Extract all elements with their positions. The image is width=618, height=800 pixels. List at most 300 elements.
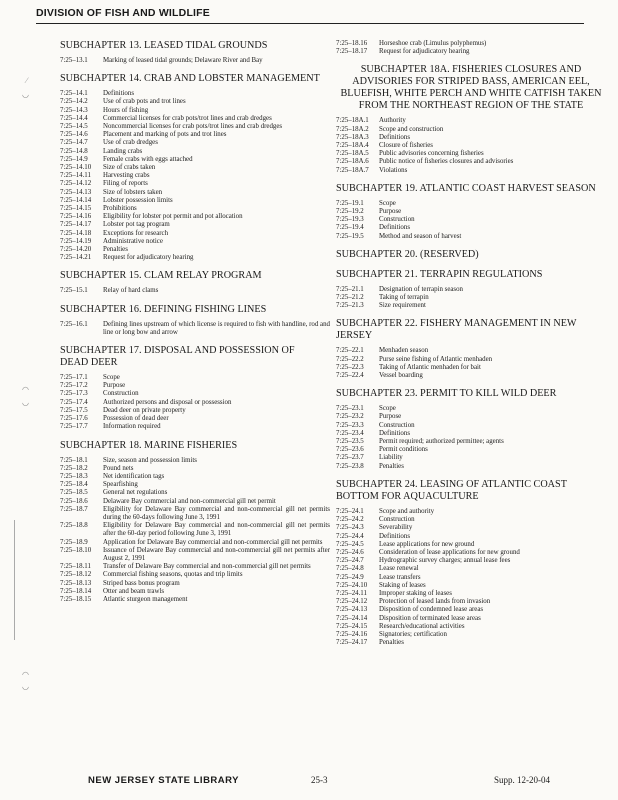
section-number: 7:25–18.3	[60, 472, 88, 480]
section-title: Closure of fisheries	[379, 142, 433, 150]
section-title: Female crabs with eggs attached	[103, 155, 193, 163]
toc-entry	[336, 565, 606, 573]
toc-entry	[336, 167, 606, 175]
toc-entry	[336, 208, 606, 216]
toc-entry	[336, 200, 606, 208]
toc-entry	[60, 321, 330, 337]
section-title: Spearfishing	[103, 481, 138, 489]
section-title: Authorized persons and disposal or possession	[103, 398, 232, 406]
section-title: Designation of terrapin season	[379, 285, 464, 293]
running-header: DIVISION OF FISH AND WILDLIFE	[36, 7, 210, 19]
toc-entry	[336, 142, 606, 150]
toc-entry	[60, 246, 330, 254]
section-number: 7:25–21.3	[336, 302, 364, 310]
toc-entry	[336, 117, 606, 125]
section-number: 7:25–19.4	[336, 224, 364, 232]
toc-entry	[336, 430, 606, 438]
toc-entry	[336, 233, 606, 241]
toc-entry	[60, 481, 330, 489]
section-title: Application for Delaware Bay commercial and non-commercial gill net permits	[103, 538, 323, 546]
toc-entry	[336, 623, 606, 631]
subchapter-heading: SUBCHAPTER 17. DISPOSAL AND POSSESSION OF DEAD DEER	[60, 345, 295, 369]
subchapter-heading: SUBCHAPTER 20. (RESERVED)	[336, 248, 479, 260]
toc-entry	[336, 216, 606, 224]
section-title: Size requirement	[379, 302, 426, 310]
section-number: 7:25–17.5	[60, 406, 88, 414]
section-title: Severability	[379, 524, 413, 532]
section-number: 7:25–14.19	[60, 237, 92, 245]
toc-entry	[336, 48, 606, 56]
section-number: 7:25–23.2	[336, 413, 364, 421]
section-number: 7:25–14.20	[60, 246, 92, 254]
toc-entry	[336, 524, 606, 532]
section-title: Penalties	[379, 462, 404, 470]
toc-entry	[60, 115, 330, 123]
section-title: Size of lobsters taken	[103, 188, 163, 196]
section-number: 7:25–17.4	[60, 398, 88, 406]
section-number: 7:25–18.12	[60, 571, 92, 579]
toc-entry	[60, 571, 330, 579]
section-title: Signatories; certification	[379, 630, 447, 638]
section-title: Pound nets	[103, 464, 134, 472]
toc-entry	[336, 598, 606, 606]
section-title: Construction	[379, 516, 415, 524]
section-title: Definitions	[379, 532, 411, 540]
section-title: Size, season and possession limits	[103, 456, 197, 464]
section-title: Penalties	[379, 639, 404, 647]
section-title: Authority	[379, 117, 406, 125]
section-title: Relay of hard clams	[103, 287, 159, 295]
toc-entry	[60, 547, 330, 563]
subchapter-heading: SUBCHAPTER 21. TERRAPIN REGULATIONS	[336, 268, 543, 280]
section-number: 7:25–18.11	[60, 563, 91, 571]
section-title: Purpose	[379, 208, 402, 216]
section-title: Transfer of Delaware Bay commercial and non-commercial gill net permits	[103, 563, 311, 571]
scan-margin-line	[14, 520, 15, 640]
section-title: Lobster pot tag program	[103, 221, 170, 229]
toc-entry	[336, 574, 606, 582]
header-rule	[36, 23, 584, 24]
section-title: Lease renewal	[379, 565, 419, 573]
toc-entry	[60, 407, 330, 415]
toc-entry	[60, 498, 330, 506]
section-number: 7:25–21.2	[336, 294, 364, 302]
toc-entry	[60, 254, 330, 262]
section-title: Violations	[379, 166, 408, 174]
section-number: 7:25–19.5	[336, 232, 364, 240]
section-title: Hydrographic survey charges; annual lease fees	[379, 557, 511, 565]
punch-hole-mark: ◡	[22, 398, 29, 407]
toc-entry	[60, 172, 330, 180]
toc-entry	[60, 506, 330, 522]
section-title: Possession of dead deer	[103, 415, 169, 423]
supplement-date: Supp. 12-20-04	[494, 775, 550, 785]
section-title: Information required	[103, 423, 161, 431]
toc-entry	[336, 541, 606, 549]
subchapter-heading: SUBCHAPTER 18A. FISHERIES CLOSURES AND ADVISORIES FOR STRIPED BASS, AMERICAN EEL, BLUEFISH, WHITE PERCH AND WHITE CATFISH TAKEN FROM THE NORTHEAST REGION OF THE STATE	[340, 64, 602, 112]
section-title: Landing crabs	[103, 147, 143, 155]
section-number: 7:25–23.8	[336, 462, 364, 470]
section-number: 7:25–24.15	[336, 622, 368, 630]
toc-entry	[336, 516, 606, 524]
toc-entry	[336, 549, 606, 557]
section-number: 7:25–18.1	[60, 456, 88, 464]
toc-entry	[60, 596, 330, 604]
toc-entry	[336, 454, 606, 462]
section-title: Disposition of condemned lease areas	[379, 606, 484, 614]
section-number: 7:25–18.2	[60, 464, 88, 472]
section-number: 7:25–18.6	[60, 497, 88, 505]
section-number: 7:25–18.10	[60, 546, 92, 554]
subchapter-heading: SUBCHAPTER 19. ATLANTIC COAST HARVEST SEASON	[336, 182, 596, 194]
section-number: 7:25–22.2	[336, 355, 364, 363]
toc-entry	[60, 148, 330, 156]
section-title: Definitions	[379, 429, 411, 437]
section-title: Taking of terrapin	[379, 294, 429, 302]
section-title: Delaware Bay commercial and non-commercial gill net permit	[103, 497, 276, 505]
section-number: 7:25–14.1	[60, 90, 88, 98]
section-number: 7:25–14.6	[60, 131, 88, 139]
section-title: Filing of reports	[103, 180, 148, 188]
section-number: 7:25–14.3	[60, 106, 88, 114]
toc-entry	[60, 197, 330, 205]
section-number: 7:25–24.13	[336, 606, 368, 614]
section-number: 7:25–22.1	[336, 347, 364, 355]
toc-entry	[336, 422, 606, 430]
toc-entry	[336, 606, 606, 614]
library-stamp: NEW JERSEY STATE LIBRARY	[88, 775, 239, 786]
toc-entry	[60, 107, 330, 115]
section-number: 7:25–23.6	[336, 446, 364, 454]
section-number: 7:25–15.1	[60, 287, 88, 295]
section-number: 7:25–23.4	[336, 429, 364, 437]
section-number: 7:25–17.6	[60, 415, 88, 423]
section-title: Improper staking of leases	[379, 589, 452, 597]
section-number: 7:25–24.2	[336, 516, 364, 524]
subchapter-heading: SUBCHAPTER 24. LEASING OF ATLANTIC COAST BOTTOM FOR AQUACULTURE	[336, 478, 567, 502]
toc-entry	[60, 205, 330, 213]
section-title: Scope	[379, 405, 396, 413]
section-number: 7:25–24.7	[336, 557, 364, 565]
section-number: 7:25–18.16	[336, 40, 368, 47]
section-title: Staking of leases	[379, 581, 426, 589]
section-number: 7:25–19.2	[336, 208, 364, 216]
section-title: Definitions	[379, 224, 411, 232]
section-title: Construction	[379, 421, 415, 429]
toc-entry	[60, 287, 330, 295]
punch-hole-mark: ◡	[22, 682, 29, 691]
section-title: Protection of leased lands from invasion	[379, 598, 491, 606]
toc-entry	[60, 457, 330, 465]
section-number: 7:25–16.1	[60, 320, 88, 328]
toc-entry	[336, 446, 606, 454]
section-title: Request for adjudicatory hearing	[103, 254, 194, 262]
section-number: 7:25–17.3	[60, 390, 88, 398]
section-title: Eligibility for Delaware Bay commercial and non-commercial gill net permits during the 60-days following June 3, 1991	[103, 505, 330, 521]
section-title: Administrative notice	[103, 237, 163, 245]
toc-entry	[60, 57, 330, 65]
section-title: Defining lines upstream of which license is required to fish with handline, rod and line or long bow and arrow	[103, 320, 330, 336]
toc-entry	[60, 563, 330, 571]
section-title: Liability	[379, 454, 403, 462]
toc-entry	[60, 465, 330, 473]
section-title: Lobster possession limits	[103, 196, 173, 204]
toc-entry	[60, 98, 330, 106]
section-number: 7:25–18.13	[60, 579, 92, 587]
toc-entry	[336, 134, 606, 142]
toc-entry	[336, 631, 606, 639]
toc-entry	[60, 382, 330, 390]
section-number: 7:25–14.4	[60, 114, 88, 122]
section-number: 7:25–24.10	[336, 581, 368, 589]
section-title: Purse seine fishing of Atlantic menhaden	[379, 355, 493, 363]
section-number: 7:25–14.16	[60, 213, 92, 221]
section-number: 7:25–19.3	[336, 216, 364, 224]
section-title: Permit conditions	[379, 446, 428, 454]
section-number: 7:25–24.5	[336, 540, 364, 548]
section-title: Scope	[103, 374, 120, 382]
toc-entry	[60, 139, 330, 147]
toc-entry	[60, 221, 330, 229]
section-number: 7:25–24.9	[336, 573, 364, 581]
section-number: 7:25–14.10	[60, 164, 92, 172]
section-title: Dead deer on private property	[103, 406, 186, 414]
section-number: 7:25–14.21	[60, 254, 92, 262]
section-number: 7:25–24.12	[336, 598, 368, 606]
section-title: Marking of leased tidal grounds; Delaware River and Bay	[103, 57, 263, 64]
section-number: 7:25–24.6	[336, 548, 364, 556]
toc-entry	[336, 294, 606, 302]
toc-entry	[336, 356, 606, 364]
section-number: 7:25–14.12	[60, 180, 92, 188]
section-title: Eligibility for Delaware Bay commercial and non-commercial gill net permits after the 60-day period following June 3, 1991	[103, 522, 330, 538]
toc-entry	[60, 131, 330, 139]
toc-entry	[60, 588, 330, 596]
section-title: Commercial fishing seasons, quotas and trip limits	[103, 571, 243, 579]
section-number: 7:25–14.15	[60, 205, 92, 213]
section-number: 7:25–24.3	[336, 524, 364, 532]
section-title: Purpose	[103, 382, 126, 390]
right-column	[336, 28, 606, 647]
section-title: Definitions	[103, 90, 135, 98]
toc-entry	[336, 639, 606, 647]
section-number: 7:25–18A.6	[336, 158, 369, 166]
section-number: 7:25–22.4	[336, 372, 364, 380]
toc-entry	[336, 286, 606, 294]
toc-entry	[60, 90, 330, 98]
section-number: 7:25–14.18	[60, 229, 92, 237]
section-title: Prohibitions	[103, 205, 137, 213]
section-title: Otter and beam trawls	[103, 587, 165, 595]
section-number: 7:25–14.13	[60, 188, 92, 196]
toc-entry	[336, 40, 606, 48]
subchapter-heading: SUBCHAPTER 16. DEFINING FISHING LINES	[60, 303, 267, 315]
section-title: Public notice of fisheries closures and advisories	[379, 158, 514, 166]
toc-entry	[336, 224, 606, 232]
toc-entry	[336, 372, 606, 380]
toc-entry	[336, 158, 606, 166]
section-title: Eligibility for lobster pot permit and pot allocation	[103, 213, 243, 221]
section-number: 7:25–24.11	[336, 589, 367, 597]
toc-entry	[60, 213, 330, 221]
section-number: 7:25–14.5	[60, 123, 88, 131]
toc-entry	[60, 580, 330, 588]
section-number: 7:25–24.1	[336, 507, 364, 515]
toc-entry	[60, 156, 330, 164]
section-number: 7:25–18.9	[60, 538, 88, 546]
section-title: Atlantic sturgeon management	[103, 595, 188, 603]
section-title: Striped bass bonus program	[103, 579, 180, 587]
toc-entry	[336, 582, 606, 590]
toc-entry	[336, 302, 606, 310]
toc-entry	[60, 522, 330, 538]
section-number: 7:25–18.7	[60, 505, 88, 513]
section-number: 7:25–18.14	[60, 587, 92, 595]
section-title: Issuance of Delaware Bay commercial and non-commercial gill net permits after August 2, 1991	[103, 546, 330, 562]
section-number: 7:25–18.5	[60, 489, 88, 497]
subchapter-heading: SUBCHAPTER 22. FISHERY MANAGEMENT IN NEW JERSEY	[336, 318, 577, 342]
section-title: Vessel boarding	[379, 372, 423, 380]
section-title: Menhaden season	[379, 347, 429, 355]
section-title: Placement and marking of pots and trot lines	[103, 131, 227, 139]
section-number: 7:25–18.8	[60, 522, 88, 530]
toc-entry	[336, 405, 606, 413]
punch-hole-mark: ⁄	[26, 76, 28, 85]
subchapter-heading: SUBCHAPTER 18. MARINE FISHERIES	[60, 439, 238, 451]
toc-entry	[60, 539, 330, 547]
section-title: Permit required; authorized permittee; agents	[379, 438, 504, 446]
section-title: Construction	[103, 390, 139, 398]
section-title: Method and season of harvest	[379, 232, 462, 240]
section-number: 7:25–18A.7	[336, 166, 369, 174]
section-number: 7:25–14.9	[60, 155, 88, 163]
toc-entry	[336, 557, 606, 565]
toc-entry	[60, 238, 330, 246]
section-number: 7:25–24.17	[336, 639, 368, 647]
section-title: Harvesting crabs	[103, 172, 150, 180]
section-number: 7:25–18.4	[60, 481, 88, 489]
section-title: Lease transfers	[379, 573, 421, 581]
section-title: Taking of Atlantic menhaden for bait	[379, 363, 481, 371]
section-number: 7:25–24.14	[336, 614, 368, 622]
section-title: Scope and construction	[379, 125, 444, 133]
punch-hole-mark: ◠	[22, 385, 29, 394]
section-number: 7:25–18A.2	[336, 125, 369, 133]
section-number: 7:25–18.17	[336, 48, 368, 56]
section-number: 7:25–14.17	[60, 221, 92, 229]
section-number: 7:25–24.8	[336, 565, 364, 573]
punch-hole-mark: ◠	[22, 670, 29, 679]
punch-hole-mark: ◡	[22, 90, 29, 99]
toc-entry	[336, 413, 606, 421]
section-number: 7:25–24.4	[336, 532, 364, 540]
toc-entry	[336, 364, 606, 372]
section-number: 7:25–18A.3	[336, 133, 369, 141]
section-number: 7:25–17.7	[60, 423, 88, 431]
subchapter-heading: SUBCHAPTER 13. LEASED TIDAL GROUNDS	[60, 40, 268, 51]
toc-entry	[336, 150, 606, 158]
section-title: Horseshoe crab (Limulus polyphemus)	[379, 40, 487, 47]
section-number: 7:25–18A.5	[336, 150, 369, 158]
section-title: Construction	[379, 216, 415, 224]
continued-entries	[336, 40, 606, 56]
toc-entry	[336, 126, 606, 134]
section-title: Request for adjudicatory hearing	[379, 48, 470, 56]
section-title: Size of crabs taken	[103, 164, 156, 172]
toc-entry	[60, 489, 330, 497]
section-title: Hours of fishing	[103, 106, 149, 114]
section-title: Noncommercial licenses for crab pots/trot lines and crab dredges	[103, 123, 283, 131]
toc-entry	[60, 390, 330, 398]
toc-entry	[336, 508, 606, 516]
toc-entry	[60, 473, 330, 481]
section-number: 7:25–19.1	[336, 199, 364, 207]
section-number: 7:25–13.1	[60, 57, 88, 64]
toc-entry	[60, 230, 330, 238]
section-title: Exceptions for research	[103, 229, 169, 237]
toc-entry	[60, 399, 330, 407]
section-title: Consideration of lease applications for new ground	[379, 548, 520, 556]
toc-entry	[60, 189, 330, 197]
section-number: 7:25–23.7	[336, 454, 364, 462]
section-number: 7:25–18.15	[60, 595, 92, 603]
section-number: 7:25–21.1	[336, 285, 364, 293]
section-title: Definitions	[379, 133, 411, 141]
subchapter-heading: SUBCHAPTER 15. CLAM RELAY PROGRAM	[60, 270, 262, 282]
section-title: Net identification tags	[103, 472, 165, 480]
toc-entry	[60, 415, 330, 423]
section-number: 7:25–14.14	[60, 196, 92, 204]
section-number: 7:25–14.7	[60, 139, 88, 147]
toc-entry	[336, 347, 606, 355]
section-title: Lease applications for new ground	[379, 540, 475, 548]
section-number: 7:25–22.3	[336, 363, 364, 371]
subchapter-heading: SUBCHAPTER 14. CRAB AND LOBSTER MANAGEMENT	[60, 73, 320, 85]
toc-entry	[336, 533, 606, 541]
section-title: Scope and authority	[379, 507, 435, 515]
toc-entry	[60, 374, 330, 382]
section-number: 7:25–18A.4	[336, 142, 369, 150]
section-number: 7:25–18A.1	[336, 117, 369, 125]
section-title: Research/educational activities	[379, 622, 465, 630]
section-title: Use of crab pots and trot lines	[103, 98, 186, 106]
toc-entry	[336, 590, 606, 598]
section-title: Penalties	[103, 246, 128, 254]
toc-entry	[60, 180, 330, 188]
section-number: 7:25–17.2	[60, 382, 88, 390]
section-title: Scope	[379, 199, 396, 207]
page-number: 25-3	[311, 775, 328, 785]
section-number: 7:25–17.1	[60, 374, 88, 382]
section-title: Use of crab dredges	[103, 139, 158, 147]
section-number: 7:25–14.2	[60, 98, 88, 106]
section-title: Public advisories concerning fisheries	[379, 150, 484, 158]
section-title: Disposition of terminated lease areas	[379, 614, 481, 622]
toc-entry	[60, 123, 330, 131]
section-number: 7:25–23.5	[336, 438, 364, 446]
subchapter-heading: SUBCHAPTER 23. PERMIT TO KILL WILD DEER	[336, 388, 557, 400]
left-column	[60, 28, 330, 604]
section-number: 7:25–23.3	[336, 421, 364, 429]
section-number: 7:25–14.11	[60, 172, 91, 180]
section-title: General net regulations	[103, 489, 168, 497]
toc-entry	[336, 463, 606, 471]
section-title: Commercial licenses for crab pots/trot lines and crab dredges	[103, 114, 272, 122]
toc-entry	[60, 423, 330, 431]
section-number: 7:25–24.16	[336, 630, 368, 638]
section-number: 7:25–23.1	[336, 405, 364, 413]
toc-entry	[336, 438, 606, 446]
